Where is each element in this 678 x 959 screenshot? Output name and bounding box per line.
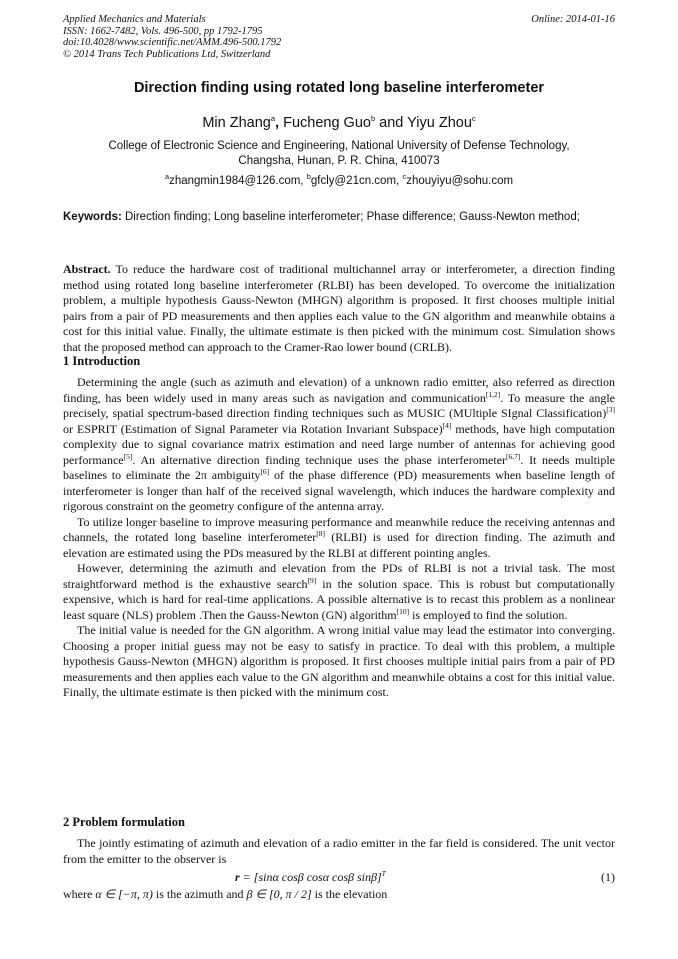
equation-body (235, 870, 386, 885)
citation: [10] (396, 606, 410, 616)
author-list (63, 115, 615, 131)
abstract-label: Abstract. (63, 262, 111, 276)
author-separator: , (275, 115, 284, 131)
citation: [1,2] (485, 389, 501, 399)
text-run: . An alternative direction finding technique uses the phase interferometer (132, 452, 507, 467)
text-run: methods, have high computation complexity due to signal covariance matrix estimation and need large number of antennas for achieving good performance (63, 421, 615, 467)
author-marker: c (471, 114, 476, 124)
author-name: Yiyu Zhou (407, 115, 472, 131)
section-heading: 1 Introduction (63, 354, 141, 368)
text-run: or ESPRIT (Estimation of Signal Parameter via Rotation Invariant Subspace) (63, 421, 443, 436)
text-run: is the elevation (311, 887, 388, 901)
affiliation-line: College of Electronic Science and Engineering, National University of Defense Technology, (108, 140, 570, 152)
text-run: is the azimuth and (152, 887, 247, 901)
keywords-label: Keywords: (63, 211, 122, 223)
abstract-text: To reduce the hardware cost of traditional multichannel array or interferometer, a direction finding method using rotated long baseline interferometer (RLBI) has been developed. To overcome the initialization problem, a multiple hypothesis Gauss-Newton (MHGN) algorithm is proposed. It first chooses multiple initial pairs from a pair of PD measurements and then applies each value to the GN algorithm and meanwhile obtains a cost for this initial value. Finally, the ultimate estimate is then picked with the minimum cost. Simulation shows that the proposed method can approach to the Cramer-Rao lower bound (CRLB). (63, 262, 615, 354)
equation-lhs: r (235, 870, 240, 884)
email: gfcly@21cn.com, (310, 175, 403, 187)
doi-line: doi:10.4028/www.scientific.net/AMM.496-500.1792 (63, 37, 282, 49)
citation: [6,7] (506, 451, 521, 461)
issn-line: ISSN: 1662-7482, Vols. 496-500, pp 1792-1795 (63, 25, 263, 37)
affiliation-line: Changsha, Hunan, P. R. China, 410073 (238, 155, 440, 167)
author-separator: and (375, 115, 408, 131)
paragraph: The jointly estimating of azimuth and elevation of a radio emitter in the far field is considered. The unit vector from the emitter to the observer is (63, 836, 615, 866)
text-run: However, determining the azimuth and elevation from the PDs of RLBI is not a trivial task. The most straightforward method is the exhaustive search (63, 561, 615, 591)
equation-transpose: T (381, 869, 386, 878)
problem-formulation-body (63, 836, 615, 867)
author-emails (63, 172, 615, 187)
author-marker: a (270, 114, 276, 124)
text-run: . To measure the angle precisely, spatial spectrum-based direction finding techniques such as MUSIC (MUltiple SIgnal Classification) (63, 390, 615, 420)
abstract (63, 262, 615, 355)
citation: [3] (606, 405, 615, 414)
author-marker: b (370, 114, 376, 124)
text-run: is employed to find the solution. (409, 607, 568, 622)
citation: [5] (123, 451, 133, 461)
text-run: of the phase difference (PD) measurements when baseline length of interferometer is longer than half of the received signal wavelength, which induces the hardware complexity and rigorous constraint on the geometry configure of the antenna array. (63, 468, 615, 513)
text-run: where (63, 887, 96, 901)
affiliation (63, 139, 615, 169)
paper-title: Direction finding using rotated long baseline interferometer (133, 80, 545, 96)
paragraph (63, 375, 615, 515)
copyright-line: © 2014 Trans Tech Publications Ltd, Switzerland (63, 48, 271, 60)
email-marker: c (402, 172, 407, 182)
journal-header (63, 14, 615, 60)
email-marker: a (164, 172, 170, 182)
paragraph: The initial value is needed for the GN algorithm. A wrong initial value may lead the estimator into converging. Choosing a proper initial guess may not be easy to satisfy in practice. To deal with this problem, a multiple hypothesis Gauss-Newton (MHGN) algorithm is proposed. It first chooses multiple initial pairs from a pair of PD measurements and then applies each value to the GN algorithm and meanwhile obtains a cost for this initial value. Finally, the ultimate estimate is then picked with the minimum cost. (63, 623, 615, 699)
email: zhouyiyu@sohu.com (406, 175, 514, 187)
keywords (63, 210, 615, 225)
last-line (63, 887, 615, 902)
author-name: Min Zhang (202, 115, 271, 131)
section-heading: 2 Problem formulation (63, 815, 185, 829)
math-inline: β ∈ [0, π / 2] (246, 887, 312, 901)
equation-1 (63, 870, 615, 888)
text-run: To utilize longer baseline to improve measuring performance and meanwhile reduce the receiving antennas and channels, the rotated long baseline interferometer (63, 514, 615, 544)
text-run: . It needs multiple baselines to eliminate the 2π ambiguity (63, 452, 615, 482)
math-inline: α ∈ [−π, π) (95, 887, 153, 901)
journal-name: Applied Mechanics and Materials (63, 14, 206, 25)
online-date: Online: 2014-01-16 (531, 14, 615, 25)
text-run: (RLBI) is used for direction finding. The azimuth and elevation are estimated using the PDs measured by the RLBI at different pointing angles. (63, 530, 615, 560)
email-marker: b (306, 172, 311, 182)
keywords-text: Direction finding; Long baseline interferometer; Phase difference; Gauss-Newton method; (121, 211, 580, 223)
citation: [4] (442, 420, 452, 430)
equation-rhs: = [sinα cosβ cosα cosβ sinβ] (239, 870, 382, 884)
text-run: in the solution space. This is robust but computationally expensive, which is hard for real-time applications. A possible alternative is to recast this problem as a nonlinear least square (NLS) problem .Then the Gauss-Newton (GN) algorithm (63, 576, 615, 622)
introduction-body (63, 375, 615, 701)
email: zhangmin1984@126.com, (169, 175, 307, 187)
citation: [8] (316, 529, 326, 538)
text-run: Determining the angle (such as azimuth and elevation) of a unknown radio emitter, also referred as direction finding, has been widely used in many areas such as navigation and communication (63, 375, 615, 405)
author-name: Fucheng Guo (283, 115, 371, 131)
citation: [6] (260, 467, 270, 476)
paragraph (63, 515, 615, 562)
equation-number: (1) (601, 870, 615, 884)
citation: [9] (307, 575, 317, 585)
paragraph (63, 561, 615, 623)
